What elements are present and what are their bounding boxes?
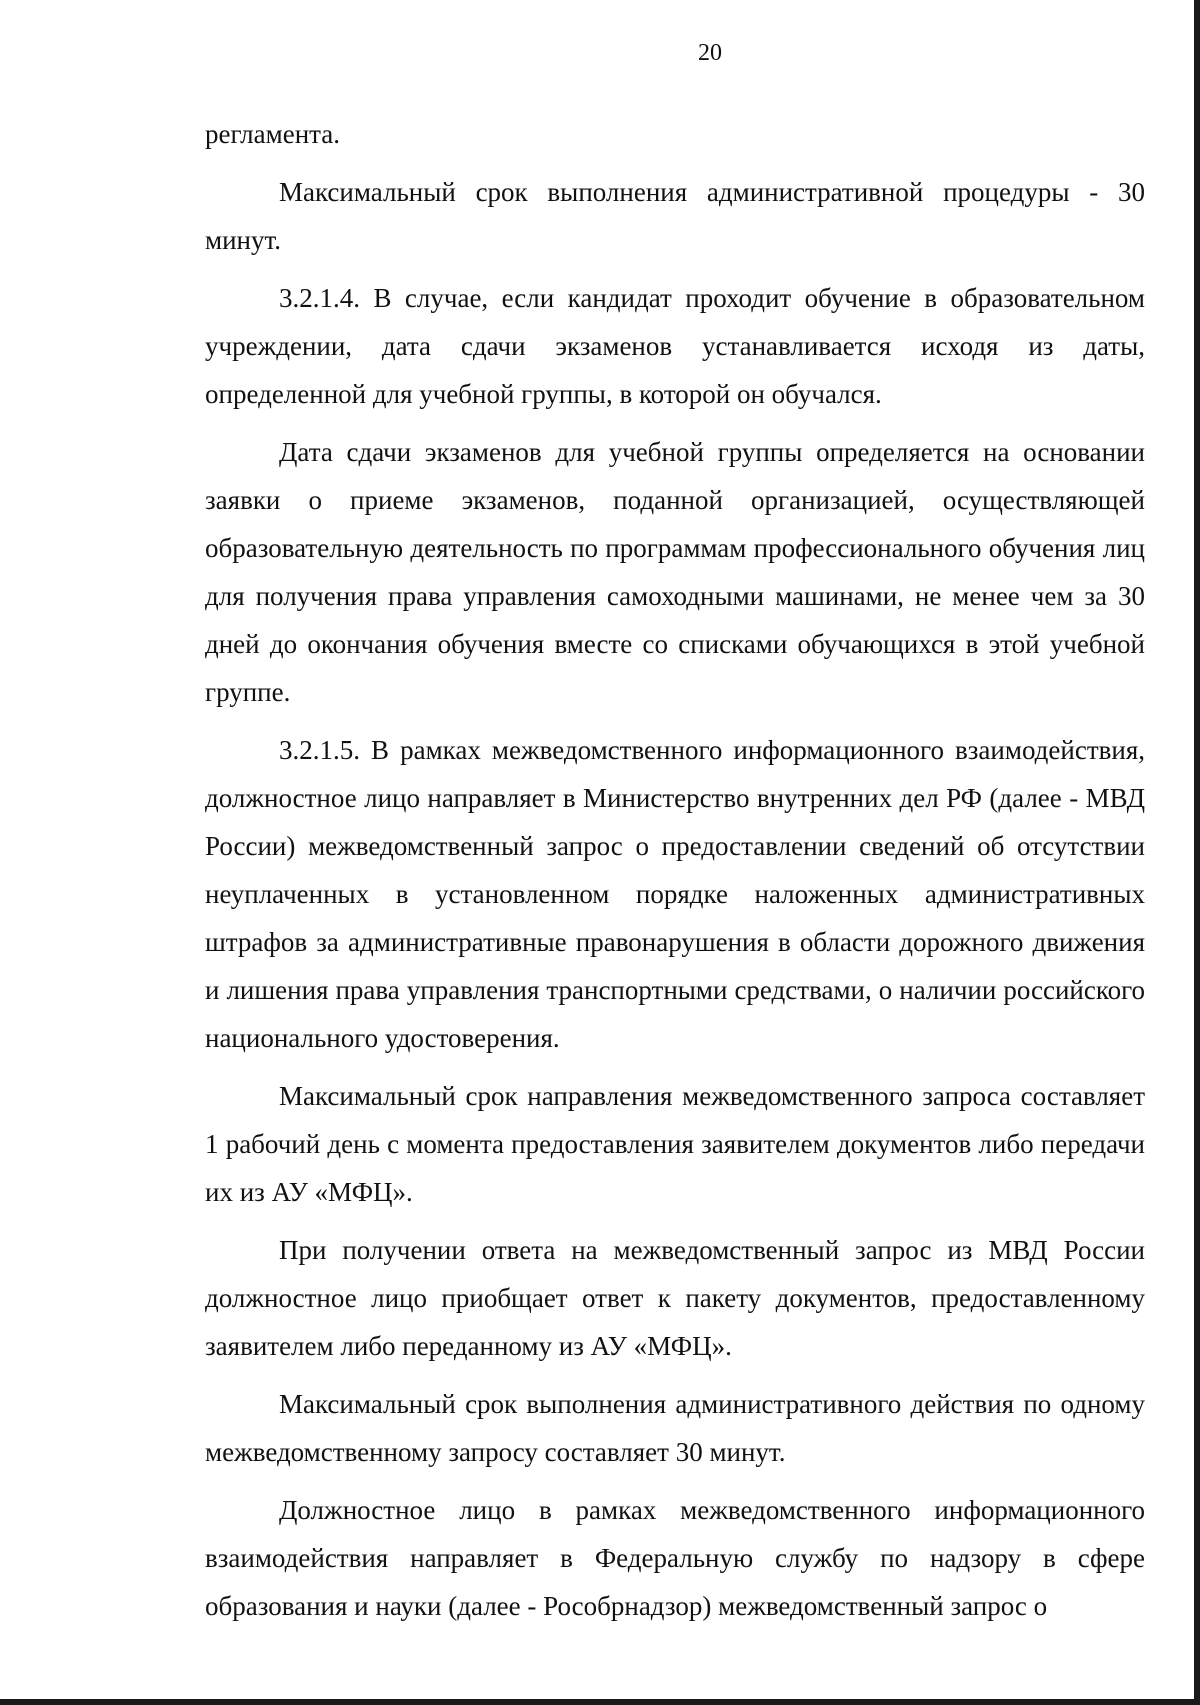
paragraph-4: Дата сдачи экзаменов для учебной группы определяется на основании заявки о приеме экзаменов, поданной организацией, осуществляющей образовательную деятельность по программам профессионального обучения лиц для получения права управления самоходными машинами, не менее чем за 30 дней до окончания обучения вместе со списками обучающихся в этой учебной группе.	[205, 437, 1145, 707]
paragraph-3: 3.2.1.4. В случае, если кандидат проходит обучение в образовательном учреждении, дата сдачи экзаменов устанавливается исходя из даты, определенной для учебной группы, в которой он обучался.	[205, 283, 1145, 409]
paragraph-1: регламента.	[205, 119, 341, 149]
paragraph-5: 3.2.1.5. В рамках межведомственного информационного взаимодействия, должностное лицо направляет в Министерство внутренних дел РФ (далее - МВД России) межведомственный запрос о предоставлении сведений об отсутствии неуплаченных в установленном порядке наложенных административных штрафов за административные правонарушения в области дорожного движения и лишения права управления транспортными средствами, о наличии российского национального удостоверения.	[205, 735, 1145, 1053]
page-number: 20	[698, 40, 722, 66]
paragraph-7: При получении ответа на межведомственный запрос из МВД России должностное лицо приобщает ответ к пакету документов, предоставленному заявителем либо переданному из АУ «МФЦ».	[205, 1235, 1145, 1361]
paragraph-9: Должностное лицо в рамках межведомственного информационного взаимодействия направляет в Федеральную службу по надзору в сфере образования и науки (далее - Рособрнадзор) межведомственный запрос о	[205, 1495, 1145, 1621]
scan-edge-right	[1194, 0, 1200, 1705]
scan-edge-bottom	[0, 1699, 1200, 1705]
paragraph-2: Максимальный срок выполнения административной процедуры - 30 минут.	[205, 177, 1145, 255]
document-body	[205, 110, 1145, 1640]
paragraph-6: Максимальный срок направления межведомственного запроса составляет 1 рабочий день с момента предоставления заявителем документов либо передачи их из АУ «МФЦ».	[205, 1081, 1145, 1207]
paragraph-8: Максимальный срок выполнения административного действия по одному межведомственному запросу составляет 30 минут.	[205, 1389, 1145, 1467]
